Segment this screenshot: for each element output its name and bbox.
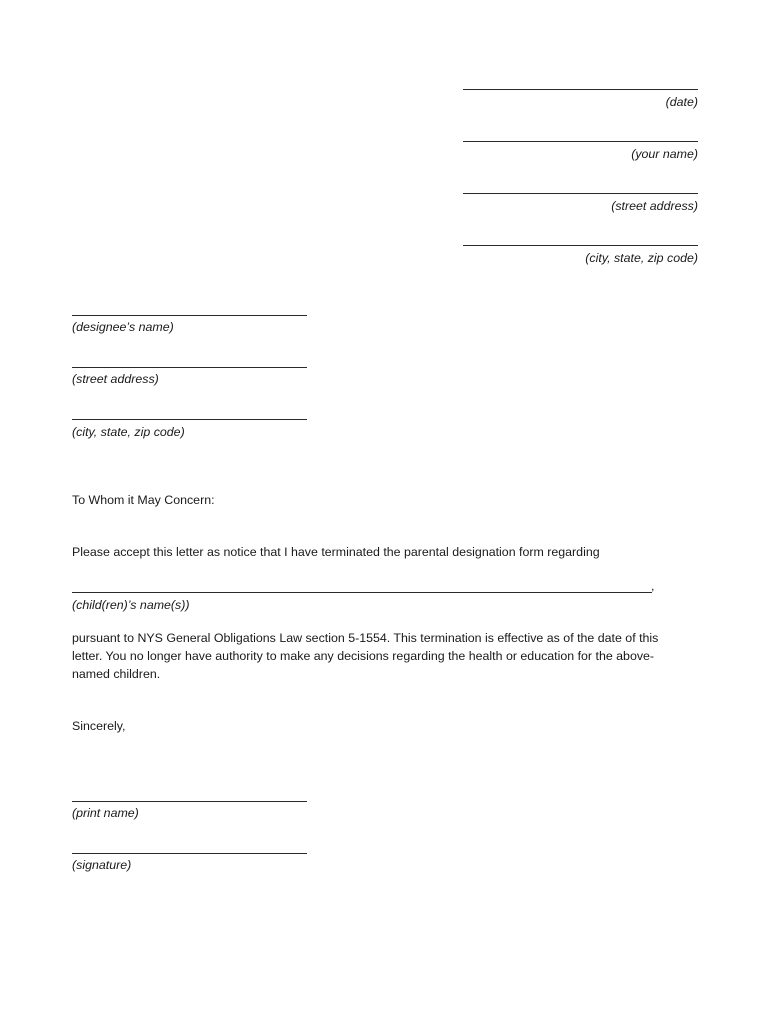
your-name-line[interactable] (463, 141, 698, 142)
designee-street-caption: (street address) (72, 372, 159, 386)
signature-caption: (signature) (72, 858, 132, 872)
children-names-caption: (child(ren)’s name(s)) (72, 598, 190, 612)
salutation: To Whom it May Concern: (72, 493, 215, 507)
sender-street-line[interactable] (463, 193, 698, 194)
your-name-caption: (your name) (631, 147, 698, 161)
date-line[interactable] (463, 89, 698, 90)
closing: Sincerely, (72, 719, 126, 733)
intro-text: Please accept this letter as notice that I have terminated the parental designation form regarding (72, 545, 600, 559)
print-name-line[interactable] (72, 801, 307, 802)
designee-city-line[interactable] (72, 419, 307, 420)
children-comma: , (651, 579, 655, 593)
termination-statement: pursuant to NYS General Obligations Law section 5-1554. This termination is effective as of the date of this letter. You no longer have authority to make any decisions regarding the health or education for the above-named children. (72, 631, 659, 681)
sender-street-caption: (street address) (611, 199, 698, 213)
designee-city-caption: (city, state, zip code) (72, 425, 185, 439)
date-caption: (date) (665, 95, 698, 109)
sender-city-line[interactable] (463, 245, 698, 246)
designee-name-caption: (designee’s name) (72, 320, 174, 334)
designee-street-line[interactable] (72, 367, 307, 368)
signature-line[interactable] (72, 853, 307, 854)
print-name-caption: (print name) (72, 806, 139, 820)
children-names-line[interactable] (72, 592, 652, 593)
designee-name-line[interactable] (72, 315, 307, 316)
sender-city-caption: (city, state, zip code) (585, 251, 698, 265)
